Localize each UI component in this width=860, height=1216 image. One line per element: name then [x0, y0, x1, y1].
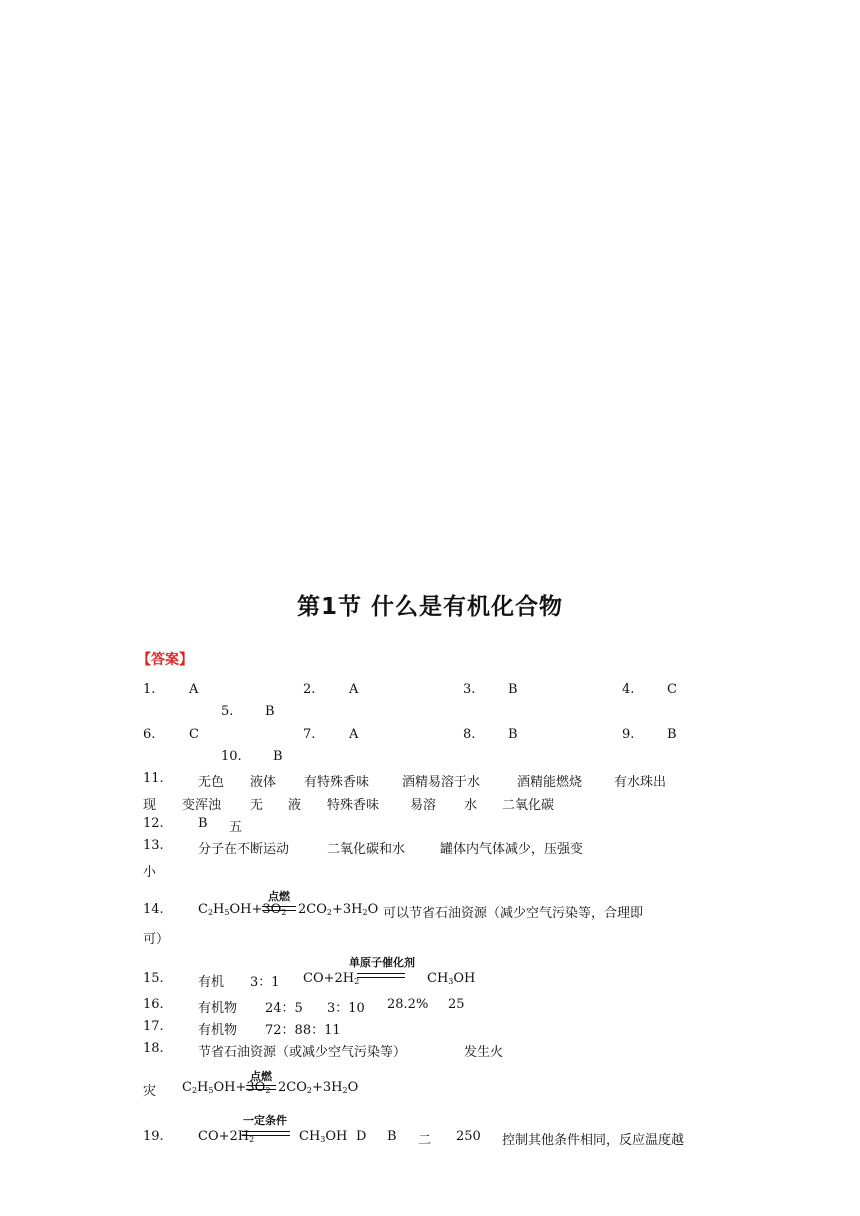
q19-item: 二 [418, 1133, 432, 1148]
q12-item: 五 [229, 820, 243, 835]
q18-equation-rhs: $2CO_2+3H_2O$ [278, 1080, 359, 1095]
q6-answer: C [189, 727, 199, 742]
q15-condition: 单原子催化剂 [349, 956, 415, 969]
q12-number: 12. [143, 816, 164, 831]
q18-number: 18. [143, 1041, 164, 1056]
q16-item: 25 [448, 997, 465, 1012]
q11-item: 易溶 [410, 798, 437, 813]
q18-item: 节省石油资源（或减少空气污染等） [198, 1045, 407, 1060]
q13-item: 分子在不断运动 [198, 842, 290, 857]
q13-number: 13. [143, 838, 164, 853]
q14-text: 可以节省石油资源（减少空气污染等，合理即 [383, 906, 644, 921]
q2-answer: A [349, 682, 359, 697]
q19-item: 250 [456, 1129, 481, 1144]
page-title: 第1节 什么是有机化合物 [296, 594, 563, 620]
q18-continuation: 灾 [143, 1084, 157, 1099]
q14-equation-lhs: $C_2H_5OH+3O_2$ [198, 902, 287, 917]
q19-equation-rhs: $CH_3OH$ [299, 1129, 348, 1144]
q13-item: 二氧化碳和水 [327, 842, 406, 857]
q3-number: 3. [463, 682, 476, 697]
answer-label: 【答案】 [137, 652, 193, 668]
q12-item: B [198, 816, 208, 831]
q10-number: 10. [221, 749, 242, 764]
q16-item: 28.2% [387, 997, 429, 1012]
q1-answer: A [189, 682, 199, 697]
q15-equation-rhs: $CH_3OH$ [427, 971, 476, 986]
q15-number: 15. [143, 971, 164, 986]
q14-number: 14. [143, 902, 164, 917]
q18-item: 发生火 [464, 1045, 504, 1060]
q19-equation-lhs: $CO+2H_2$ [198, 1129, 255, 1144]
q15-item: 3：1 [250, 975, 280, 990]
q5-number: 5. [221, 704, 234, 719]
q14-continuation: 可） [143, 932, 170, 947]
q11-item: 有水珠出 [614, 775, 667, 790]
q18-equation-lhs: $C_2H_5OH+3O_2$ [182, 1080, 271, 1095]
q2-number: 2. [303, 682, 316, 697]
q19-item: B [387, 1129, 397, 1144]
q10-answer: B [273, 749, 283, 764]
q14-reaction-arrow [262, 906, 296, 911]
q11-item: 特殊香味 [327, 798, 380, 813]
q11-item: 变浑浊 [182, 798, 222, 813]
q11-item: 液体 [250, 775, 277, 790]
q17-item: 有机物 [198, 1023, 238, 1038]
q1-number: 1. [143, 682, 156, 697]
q9-answer: B [667, 727, 677, 742]
q11-item: 液 [288, 798, 302, 813]
q16-item: 24：5 [265, 1001, 303, 1016]
q11-item: 无色 [198, 775, 225, 790]
q17-item: 72：88：11 [265, 1023, 341, 1038]
q19-number: 19. [143, 1129, 164, 1144]
q15-item: 有机 [198, 975, 225, 990]
q19-item: 控制其他条件相同，反应温度越 [502, 1133, 685, 1148]
q11-item: 现 [143, 798, 157, 813]
q7-number: 7. [303, 727, 316, 742]
q8-number: 8. [463, 727, 476, 742]
q19-condition: 一定条件 [243, 1114, 287, 1127]
q7-answer: A [349, 727, 359, 742]
q8-answer: B [508, 727, 518, 742]
q11-item: 酒精能燃烧 [517, 775, 583, 790]
q18-condition: 点燃 [250, 1070, 272, 1083]
q13-continuation: 小 [143, 865, 157, 880]
q11-item: 有特殊香味 [304, 775, 370, 790]
q3-answer: B [508, 682, 518, 697]
q4-answer: C [667, 682, 677, 697]
q16-number: 16. [143, 997, 164, 1012]
q6-number: 6. [143, 727, 156, 742]
q16-item: 有机物 [198, 1001, 238, 1016]
q19-reaction-arrow [242, 1131, 290, 1136]
q11-item: 无 [250, 798, 264, 813]
q13-item: 罐体内气体减少，压强变 [440, 842, 584, 857]
q9-number: 9. [622, 727, 635, 742]
q4-number: 4. [622, 682, 635, 697]
q16-item: 3：10 [327, 1001, 365, 1016]
q19-item: D [356, 1129, 367, 1144]
q11-item: 酒精易溶于水 [402, 775, 481, 790]
q11-item: 水 [464, 798, 478, 813]
q14-condition: 点燃 [268, 890, 290, 903]
q17-number: 17. [143, 1019, 164, 1034]
q15-reaction-arrow [357, 973, 405, 978]
q11-item: 二氧化碳 [502, 798, 555, 813]
q5-answer: B [265, 704, 275, 719]
q14-equation-rhs: $2CO_2+3H_2O$ [298, 902, 379, 917]
q18-reaction-arrow [246, 1085, 276, 1090]
q15-equation-lhs: $CO+2H_2$ [303, 971, 360, 986]
q11-number: 11. [143, 771, 164, 786]
